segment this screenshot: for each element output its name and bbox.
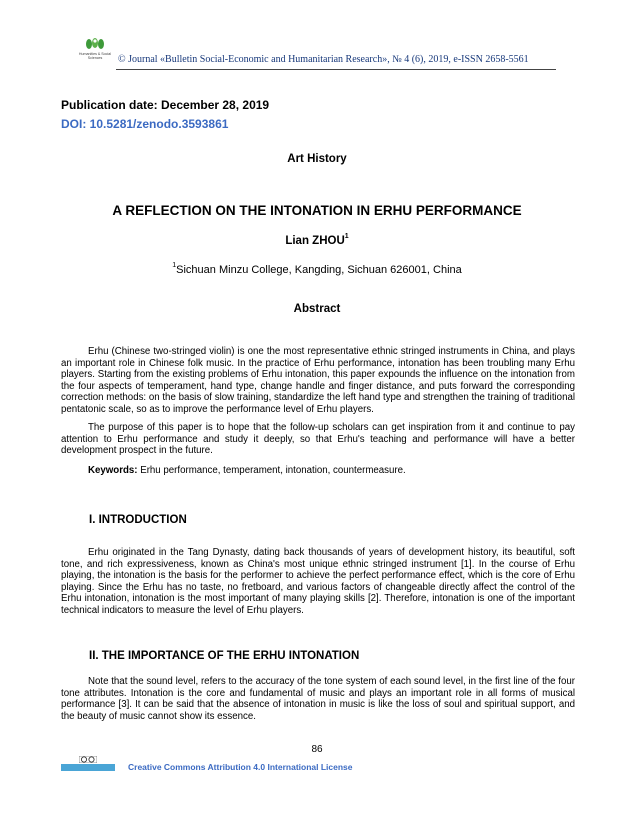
logo-text: Humanities & Social Sciences: [78, 52, 112, 60]
abstract-paragraph: The purpose of this paper is to hope that the follow-up scholars can get inspiration from it and continue to pay attention to Erhu performance and study it deeply, so that Erhu's teaching and performance will have a better development prospect in the future.: [61, 422, 575, 457]
keywords-label: Keywords:: [88, 465, 138, 476]
leaves-icon: [84, 38, 106, 52]
body-paragraph: Erhu originated in the Tang Dynasty, dating back thousands of years of development history, its beautiful, soft tone, and rich expressiveness, known as China's most unique ethnic stringed instrument [1]. In the course of Erhu playing, the intonation is the basis for the performer to achieve the perfect performance effect, which is the core of Erhu playing. Since the Erhu has no taste, no fretboard, and various factors of changeable directly affect the control of the Erhu intonation, intonation is the most important of many playing skills [2]. Therefore, intonation is one of the important technical indicators to measure the level of Erhu players.: [61, 547, 575, 616]
abstract-heading: Abstract: [293, 303, 341, 315]
cc-badge-bar: [61, 764, 115, 771]
doi-link[interactable]: DOI: 10.5281/zenodo.3593861: [61, 117, 229, 131]
article-title: A REFLECTION ON THE INTONATION IN ERHU PERFORMANCE: [112, 203, 522, 218]
cc-license-badge[interactable]: [61, 756, 115, 771]
abstract-paragraph: Erhu (Chinese two-stringed violin) is one the most representative ethnic stringed instruments in China, and plays an important role in Chinese folk music. In the practice of Erhu performance, intonation has been troubling many Erhu players. Starting from the existing problems of Erhu intonation, this paper expounds the influence on the intonation from the four aspects of temperament, hand type, change handle and finger distance, and puts forward the corresponding correction methods: on the basis of slow training, standardize the left hand type and strengthen the training of traditional pentatonic scale, so as to improve the performance level of Erhu players.: [61, 346, 575, 415]
affiliation-line: [0, 264, 634, 276]
header-divider: [116, 69, 556, 70]
author-line: [0, 235, 634, 247]
body-paragraph: Note that the sound level, refers to the accuracy of the tone system of each sound level, in the first line of the four tone attributes. Intonation is the core and fundamental of music and plays an important role in all forms of musical performance [3]. It can be said that the absence of intonation in music is like the loss of soul and spiritual support, and the beauty of music cannot show its essence.: [61, 676, 575, 722]
journal-citation: © Journal «Bulletin Social-Economic and Humanitarian Research», № 4 (6), 2019, e-ISSN 2658-5561: [118, 54, 529, 65]
journal-logo: [72, 38, 118, 68]
license-link[interactable]: Creative Commons Attribution 4.0 International License: [128, 762, 353, 772]
article-section-type: Art History: [287, 153, 347, 165]
author-name: Lian ZHOU: [285, 235, 345, 247]
keywords: [61, 465, 575, 477]
section-heading: II. THE IMPORTANCE OF THE ERHU INTONATION: [89, 650, 360, 662]
affiliation-mark: 1: [172, 262, 177, 269]
section-heading: I. INTRODUCTION: [89, 514, 187, 526]
author-affiliation-mark: 1: [344, 233, 349, 240]
publication-date: Publication date: December 28, 2019: [61, 98, 270, 112]
affiliation-text: Sichuan Minzu College, Kangding, Sichuan 626001, China: [176, 264, 462, 276]
keywords-text: Erhu performance, temperament, intonation, countermeasure.: [140, 465, 406, 476]
cc-icon: [79, 756, 97, 763]
page-number: 86: [311, 744, 323, 755]
